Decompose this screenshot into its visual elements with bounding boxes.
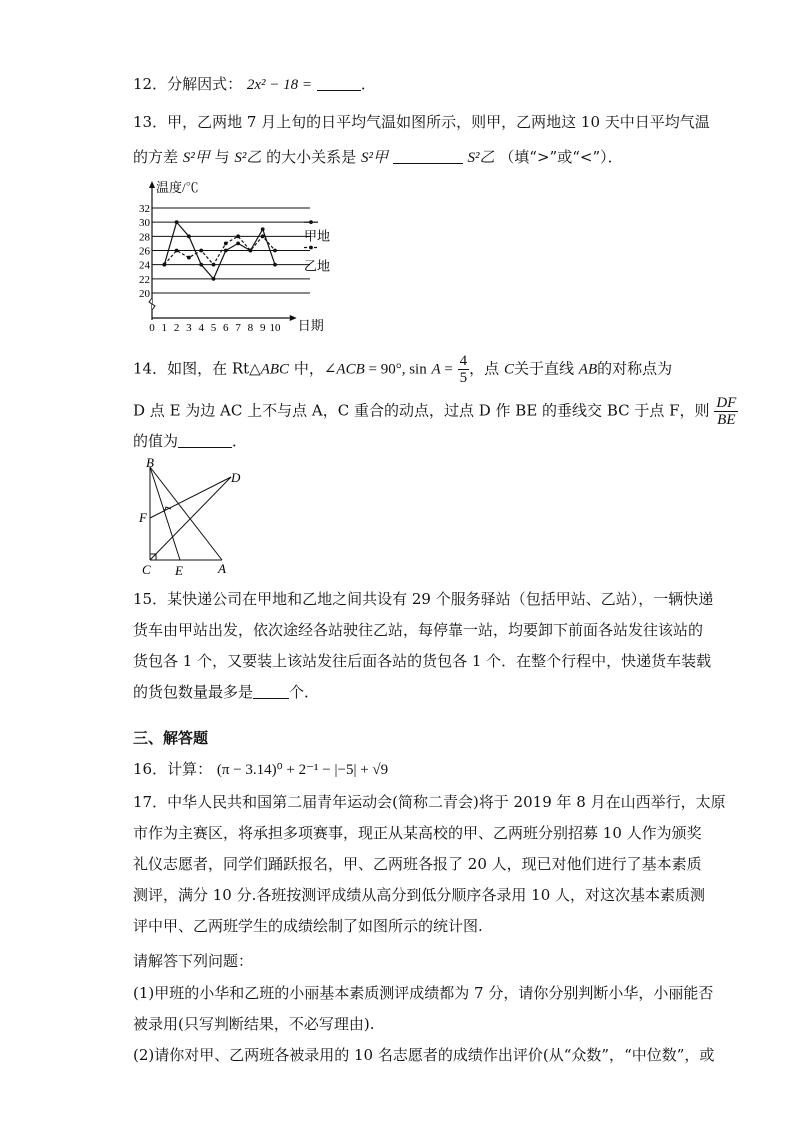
x-tick-label: 10 [269, 322, 281, 334]
data-point [187, 256, 191, 260]
segment-be [150, 467, 180, 560]
q13-answer-blank[interactable] [393, 147, 463, 164]
q13-text-a: 的方差 [133, 148, 179, 166]
data-point [199, 249, 203, 253]
ratio-denominator: BE [717, 412, 736, 428]
data-point [261, 234, 265, 238]
y-tick-label: 30 [139, 217, 150, 230]
q14-text-f: 关于直线 [513, 359, 574, 378]
q17-line: 测评，满分 10 分.各班按测评成绩从高分到低分顺序各录用 10 人，对这次基本素质测 [133, 886, 706, 904]
y-axis-label: 温度/℃ [156, 180, 199, 195]
q14-answer-blank[interactable] [178, 431, 232, 448]
q14-angle: ACB [336, 361, 365, 378]
fraction-denominator: 5 [459, 370, 468, 386]
data-point [187, 234, 191, 238]
q15-answer-blank[interactable] [253, 682, 289, 699]
q17-line: 市作为主赛区，将承担多项赛事，现正从某高校的甲、乙两班分别招募 10 人作为颁奖 [133, 824, 702, 842]
q17-line: 请解答下列问题： [133, 952, 254, 970]
segment-cd [150, 477, 231, 560]
section-heading: 三、解答题 [133, 729, 209, 747]
legend-marker-jia [309, 220, 313, 224]
q12-answer-blank[interactable] [317, 74, 361, 91]
x-tick-label: 8 [247, 322, 254, 334]
label-b: B [146, 455, 154, 470]
y-tick-label: 24 [139, 259, 150, 272]
temperature-line-chart [138, 180, 348, 335]
ratio-numerator: DF [716, 395, 737, 411]
q15-line2: 货车由甲站出发，依次途经各站驶往乙站，每停靠一站，均要卸下前面各站发往该站的 [133, 621, 704, 639]
label-d: D [231, 470, 241, 485]
q14-text-line3: 的值为 [133, 432, 179, 450]
q15-text-a: 的货包数量最多是 [133, 683, 254, 701]
q13-variance-yi-2: S²乙 [467, 150, 495, 166]
data-point [175, 220, 179, 224]
q14-line3 [133, 431, 247, 451]
x-tick-label: 1 [161, 322, 168, 334]
q13-line1: 13．甲，乙两地 7 月上旬的日平均气温如图所示，则甲，乙两地这 10 天中日平均气温 [133, 113, 710, 131]
segment-ba [150, 467, 222, 560]
data-point [175, 249, 179, 253]
legend-label-jia: 甲地 [304, 228, 331, 244]
data-point [224, 242, 228, 246]
q12-expression: 2x² − 18 = [246, 77, 313, 93]
q14-end: ． [232, 432, 248, 450]
x-tick-label: 7 [235, 322, 241, 334]
q17-line: 评中甲、乙两班学生的成绩绘制了如图所示的统计图. [133, 917, 483, 935]
data-point [273, 263, 277, 267]
triangle-figure [135, 455, 255, 580]
label-c: C [142, 562, 151, 577]
q13-text-c: 的大小关系是 [266, 148, 357, 166]
x-tick-label: 3 [186, 322, 192, 334]
data-point [212, 277, 216, 281]
q13-variance-jia: S²甲 [182, 150, 210, 166]
x-axis-arrow [290, 315, 297, 321]
q15-line3: 货包各 1 个，又要装上该站发往后面各站的货包各 1 个．在整个行程中，快递货车装载 [133, 652, 712, 670]
fraction-numerator: 4 [459, 353, 468, 369]
q12-end: ． [360, 75, 376, 93]
legend-label-yi: 乙地 [304, 258, 331, 274]
q13-variance-yi: S²乙 [234, 150, 262, 166]
x-tick-label: 4 [198, 322, 204, 334]
q15-line1: 15．某快递公司在甲地和乙地之间共设有 29 个服务驿站（包括甲站、乙站），一辆快递 [133, 590, 714, 608]
question-16 [133, 759, 388, 780]
q14-line-ab: AB [578, 361, 598, 378]
x-tick-label: 5 [210, 322, 217, 334]
q14-line1 [133, 353, 672, 386]
label-a: A [218, 561, 226, 576]
label-e: E [175, 563, 183, 578]
q13-line2 [133, 147, 623, 168]
q14-triangle: ABC [260, 361, 290, 378]
x-tick-label: 2 [173, 322, 180, 334]
data-point [199, 263, 203, 267]
q15-text-b: 个． [289, 683, 320, 701]
q13-text-d: （填“>”或“<”）． [499, 148, 623, 166]
data-point [212, 263, 216, 267]
q14-sin-fraction [458, 353, 470, 386]
q17-line: 被录用(只写判断结果，不必写理由). [133, 1015, 375, 1033]
data-point [236, 242, 240, 246]
data-point [162, 263, 166, 267]
y-axis-arrow [149, 181, 155, 188]
q15-line4 [133, 682, 319, 702]
q14-text-c: = 90°, sin [364, 361, 427, 378]
q14-angle-a: A [431, 361, 441, 378]
q14-point-c: C [503, 361, 514, 378]
q14-text-g: 的对称点为 [597, 359, 673, 378]
q12-label: 12．分解因式： [133, 75, 243, 93]
q17-line: (1)甲班的小华和乙班的小丽基本素质测评成绩都为 7 分，请你分别判断小华，小丽能否 [133, 984, 714, 1002]
legend-marker-yi [309, 246, 313, 250]
y-tick-label: 22 [139, 273, 150, 286]
label-f: F [139, 510, 147, 525]
x-tick-label: 6 [223, 322, 229, 334]
data-point [249, 249, 253, 253]
y-tick-label: 26 [139, 245, 150, 258]
q13-text-b: 与 [214, 148, 230, 166]
data-point [224, 249, 228, 253]
x-axis-label: 日期 [297, 318, 324, 333]
q14-line2 [133, 395, 738, 428]
q14-ratio-fraction [714, 395, 738, 428]
data-point [261, 227, 265, 231]
y-tick-label: 32 [139, 203, 150, 215]
data-point [236, 234, 240, 238]
q14-text-a: 14．如图，在 Rt△ [133, 359, 261, 378]
y-tick-label: 20 [139, 288, 150, 300]
question-12 [133, 74, 376, 95]
q17-line: 17．中华人民共和国第二届青年运动会(简称二青会)将于 2019 年 8 月在山西举行，太原 [133, 793, 726, 811]
data-point [273, 249, 277, 253]
q14-text-b: 中，∠ [289, 359, 337, 378]
q16-label: 16．计算： [133, 760, 213, 778]
x-tick-label: 0 [149, 322, 155, 334]
q14-text-d: = [440, 361, 453, 378]
q16-expression: (π − 3.14)⁰ + 2⁻¹ − |−5| + √9 [216, 762, 389, 778]
q17-line: 礼仪志愿者，同学们踊跃报名，甲、乙两班各报了 20 人，现已对他们进行了基本素质 [133, 855, 702, 873]
q17-line: (2)请你对甲、乙两班各被录用的 10 名志愿者的成绩作出评价(从“众数”，“中位数”，或 [133, 1046, 715, 1064]
q13-variance-jia-2: S²甲 [360, 150, 388, 166]
y-tick-label: 28 [139, 231, 150, 244]
q14-text-e: ，点 [469, 359, 500, 378]
x-tick-label: 9 [259, 322, 266, 334]
q14-text-line2: D 点 E 为边 AC 上不与点 A，C 重合的动点，过点 D 作 BE 的垂线交 BC 于点 F，则 [133, 401, 710, 420]
